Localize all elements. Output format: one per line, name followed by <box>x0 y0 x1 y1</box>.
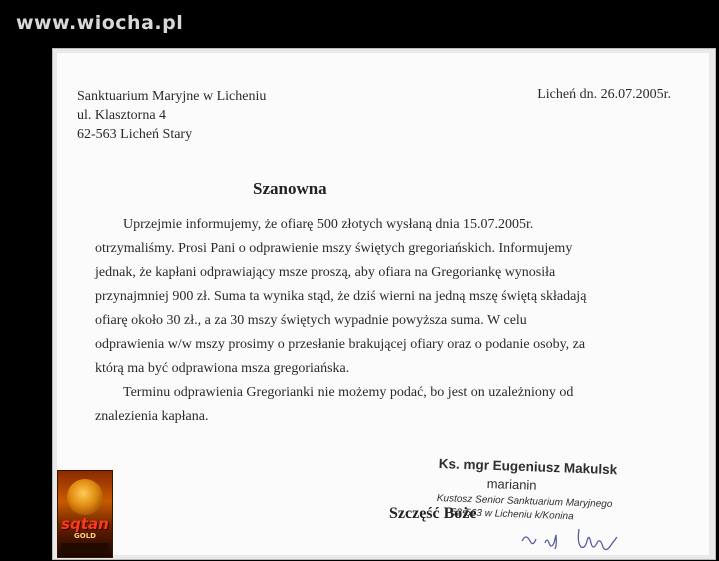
body-line: znalezienia kapłana. <box>95 409 209 424</box>
logo-subtitle: GOLD <box>74 532 96 540</box>
letter-frame <box>52 48 716 560</box>
letter-date: Licheń dn. 26.07.2005r. <box>537 87 671 102</box>
body-line: przynajmniej 900 zł. Suma ta wynika stąd, że dziś wierni na jedną mszę świętą składają <box>95 289 587 304</box>
body-line: odprawienia w/w mszy prosimy o przesłanie brakującej ofiary oraz o podanie osoby, za <box>95 337 586 352</box>
signature-order: marianin <box>486 476 537 493</box>
brand-logo <box>57 470 113 558</box>
body-line: ofiarę około 30 zł., a za 30 mszy świętych wypadnie powyższa suma. W celu <box>95 313 527 328</box>
sender-address <box>77 87 266 144</box>
sender-line-3: 62-563 Licheń Stary <box>77 127 193 142</box>
signature-name: Ks. mgr Eugeniusz Makulsk <box>438 456 618 478</box>
letter-paper <box>57 53 709 555</box>
body-line: którą ma być odprawiona msza gregoriańska. <box>95 361 350 376</box>
body-line: Uprzejmie informujemy, że ofiarę 500 złotych wysłaną dnia 15.07.2005r. <box>123 217 534 232</box>
salutation: Szanowna <box>253 179 327 198</box>
signature-role: Kustosz Senior Sanktuarium Maryjnego <box>436 493 613 511</box>
closing-blessing: Szczęść Boże <box>389 505 477 522</box>
logo-strip <box>61 543 109 553</box>
body-line: otrzymaliśmy. Prosi Pani o odprawienie mszy świętych gregoriańskich. Informujemy <box>95 241 573 256</box>
handwritten-signature <box>517 523 637 553</box>
body-line: jednak, że kapłani odprawiający msze proszą, aby ofiara na Gregoriankę wynosiła <box>95 265 556 280</box>
logo-wordmark: sqtan <box>61 515 109 533</box>
sender-line-1: Sanktuarium Maryjne w Licheniu <box>77 89 267 104</box>
site-watermark: www.wiocha.pl <box>16 12 184 34</box>
body-line: Terminu odprawienia Gregorianki nie możemy podać, bo jest on uzależniony od <box>123 385 574 400</box>
logo-emblem <box>67 479 103 515</box>
signature-address: 62-563 w Licheniu k/Konina <box>450 507 574 523</box>
sender-line-2: ul. Klasztorna 4 <box>77 108 167 123</box>
